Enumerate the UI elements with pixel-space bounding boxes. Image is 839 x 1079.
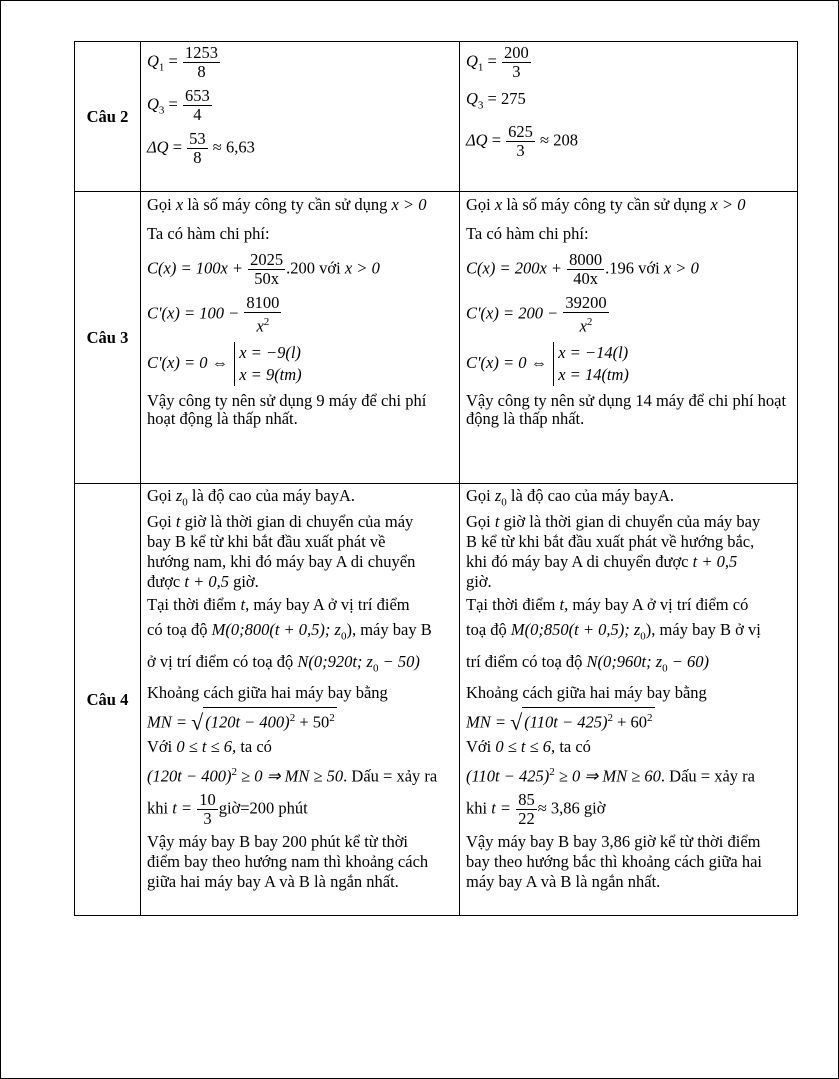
formula-q1: $Q_1$ = $\frac{1253}{8}$ [147,43,218,81]
formula-q3: $Q_3 = 275$ [466,89,526,112]
formula-q1: $Q_1$ = $\frac{200}{3}$ [466,43,529,81]
table-row [75,192,798,484]
answer-cell-right: Gọi x là số máy công ty cần sử dụng x > 0 Ta có hàm chi phí: C(x) = 200x + $\frac{8000}{40x}$ .196 với x > 0 C'(x) = 200 − $\frac{39200}{x^2}$ C'(x) = 0 ⇔ x = −14(l) x = 14(tm) Vậy công ty nên sử dụng 14 máy để chi phí hoạt động là thấp nhất. [460,192,798,484]
solution-table [74,41,798,916]
answer-cell-left [141,42,460,192]
formula-dq: ΔQ = $\frac{53}{8}$ ≈ 6,63 [147,129,255,167]
question-label: Câu 3 [75,192,141,484]
answer-cell-right: Gọi $z_0$ là độ cao của máy bayA. Gọi t giờ là thời gian di chuyển của máy bay B kể từ khi bắt đầu xuất phát về hướng bắc, khi đó máy bay A di chuyển được t + 0,5 giờ. Tại thời điểm t, máy bay A ở vị trí điểm có toạ độ M(0;850(t + 0,5); $z_0$), máy bay B ở vị trí điểm có toạ độ N(0;960t; $z_0 - 60$) Khoảng cách giữa hai máy bay bằng MN = √ $(110t - 425)^2 + 60^2$ Với 0 ≤ t ≤ 6, ta có $(110t - 425)^2 \ge 0$ ⇒ MN ≥ 60. Dấu = xảy ra khi t = $\frac{85}{22}$ ≈ 3,86 giờ Vậy máy bay B bay 3,86 giờ kể từ thời điểm bay theo hướng bắc thì khoảng cách giữa hai máy bay A và B là ngắn nhất. [460,484,798,916]
formula-q3: $Q_3$ = $\frac{653}{4}$ [147,86,210,124]
answer-cell-right [460,42,798,192]
formula-dq: ΔQ = $\frac{625}{3}$ ≈ 208 [466,122,578,161]
question-label: Câu 2 [75,42,141,192]
question-label: Câu 4 [75,484,141,916]
answer-cell-left: Gọi $z_0$ là độ cao của máy bayA. Gọi t giờ là thời gian di chuyển của máy bay B kể từ khi bắt đầu xuất phát về hướng nam, khi đó máy bay A di chuyển được t + 0,5 giờ. Tại thời điểm t, máy bay A ở vị trí điểm có toạ độ M(0;800(t + 0,5); $z_0$), máy bay B ở vị trí điểm có toạ độ N(0;920t; $z_0 - 50$) Khoảng cách giữa hai máy bay bằng MN = √ $(120t - 400)^2 + 50^2$ Với 0 ≤ t ≤ 6, ta có $(120t - 400)^2 \ge 0$ ⇒ MN ≥ 50. Dấu = xảy ra khi t = $\frac{10}{3}$ giờ=200 phút Vậy máy bay B bay 200 phút kể từ thời điểm bay theo hướng nam thì khoảng cách giữa hai máy bay A và B là ngắn nhất. [141,484,460,916]
answer-cell-left: Gọi x là số máy công ty cần sử dụng x > 0 Ta có hàm chi phí: C(x) = 100x + $\frac{2025}{50x}$ .200 với x > 0 C'(x) = 100 − $\frac{8100}{x^2}$ C'(x) = 0 ⇔ x = −9(l) x = 9(tm) Vậy công ty nên sử dụng 9 máy để chi phí hoạt động là thấp nhất. [141,192,460,484]
table-row [75,42,798,192]
table-row [75,484,798,916]
